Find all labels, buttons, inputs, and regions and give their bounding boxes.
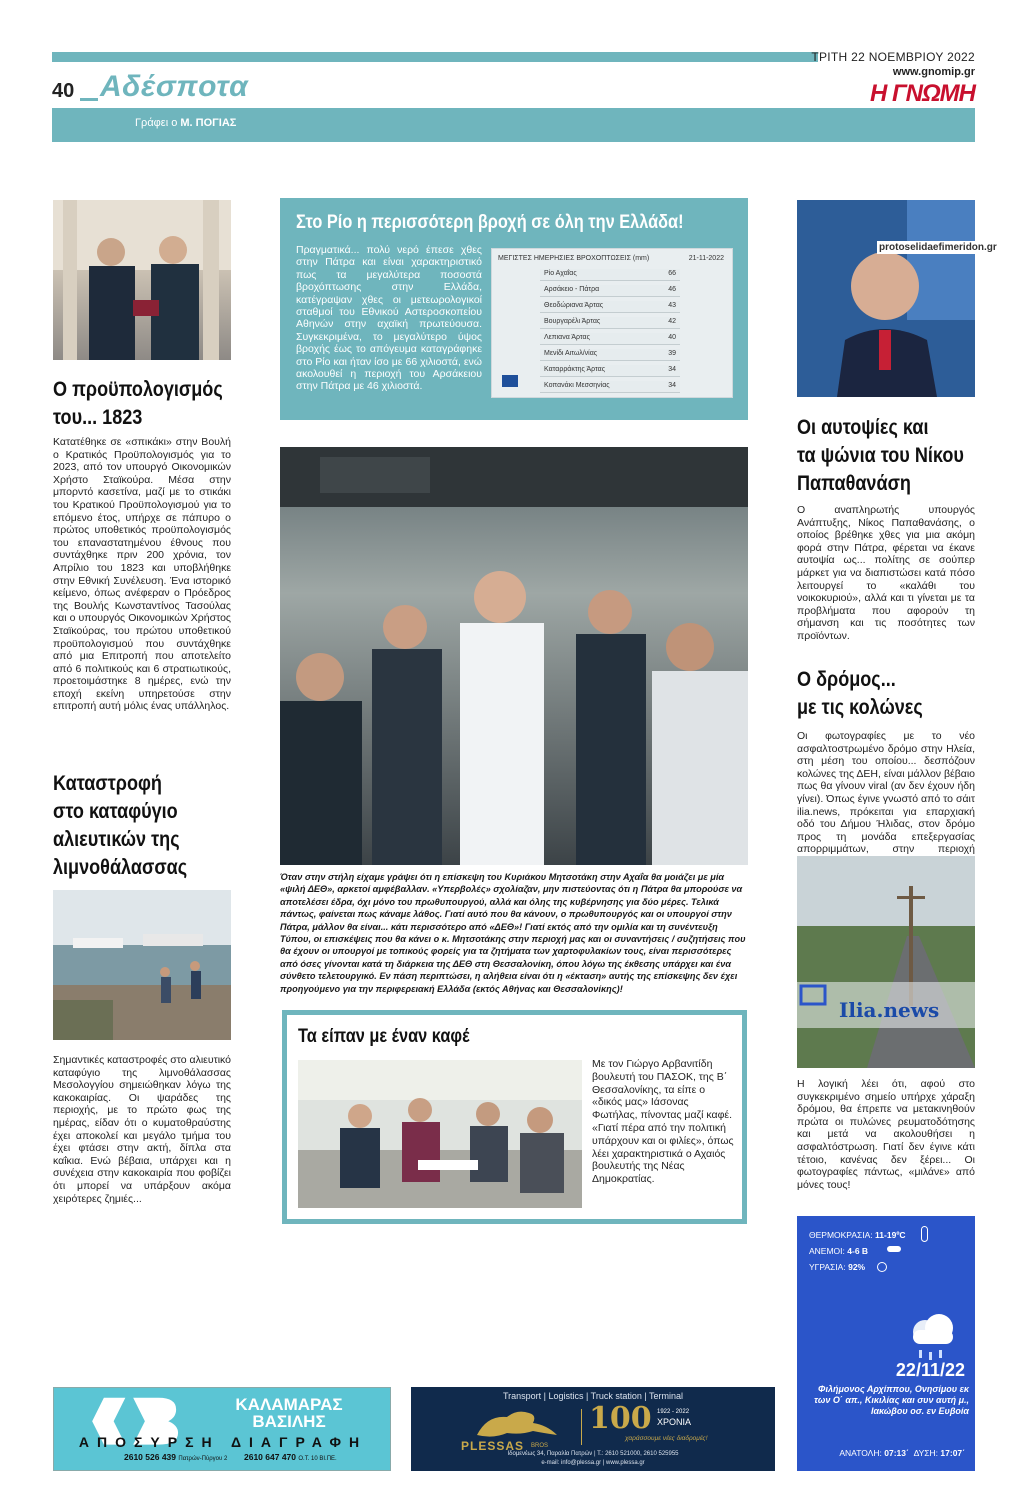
coffee-title: Τα είπαν με έναν καφέ [298, 1026, 470, 1047]
rainfall-row [540, 301, 680, 313]
byline-prefix: Γράφει ο [135, 117, 181, 129]
weather-box [797, 1216, 975, 1471]
papathanasis-photo-illustration [797, 200, 975, 397]
rainfall-station: Θεοδώριανα Άρτας [544, 302, 604, 309]
byline-author: Μ. ΠΟΓΙΑΣ [180, 117, 237, 129]
shelter-headline [53, 770, 225, 882]
thermometer-icon [921, 1226, 928, 1242]
weather-date: 22/11/22 [895, 1360, 965, 1380]
papathanasis-headline-line3: Παπαθανάση [797, 472, 911, 495]
watermark: protoselidaefimeridon.gr [879, 242, 997, 253]
plessas-ad[interactable] [411, 1387, 775, 1471]
papathanasis-photo [797, 200, 975, 397]
rainfall-row [540, 349, 680, 361]
website[interactable]: www.gnomip.gr [892, 66, 975, 78]
road-photo-illustration [797, 856, 975, 1068]
rainfall-station: Μενίδι Αιτωλ/νίας [544, 350, 598, 357]
observatory-logo-icon [502, 375, 518, 387]
wind-icon [887, 1246, 901, 1252]
kalamaras-service [54, 1434, 392, 1450]
weather-humidity-value: 92% [848, 1262, 866, 1272]
weather-wind-label: ΑΝΕΜΟΙ: [809, 1246, 845, 1256]
road-body-2: Η λογική λέει ότι, αφού στο συγκεκριμένο σημείο υπήρχε χάραξη δρόμου, θα έπρεπε να μετακινηθούν πρώτα οι πυλώνες ρευματοδότησης και μετά να ακολουθήσει η ασφαλτόστρωση. Γιατί δεν έγινε κάτι τέτοιο, κανένας δεν ξέρει... Οι φωτογραφίες πάντως, «μιλάνε» από μόνες τους! [797, 1078, 975, 1191]
rainfall-station: Λεπιανα Άρτας [544, 334, 590, 341]
coffee-body: Με τον Γιώργο Αρβανιτίδη βουλευτή του ΠΑΣΟΚ, της Β΄ Θεσσαλονίκης, τα είπε ο «δικός μας» Ιάσονας Φωτήλας, πίνοντας μαζί καφέ. «Γιατί πέρα από την πολιτική υπάρχουν και οι φιλίες», όπως λέει χαρακτηριστικά ο Αχαιός βουλευτής της Νέας Δημοκρατίας. [592, 1058, 734, 1186]
kalamaras-name [214, 1396, 364, 1430]
rainfall-station: Κοπανάκι Μεσσηνίας [544, 382, 610, 389]
weather-humidity-label: ΥΓΡΑΣΙΑ: [809, 1262, 846, 1272]
shelter-photo-illustration [53, 890, 231, 1040]
budget-photo-illustration [53, 200, 231, 360]
rainfall-table-title: ΜΕΓΙΣΤΕΣ ΗΜΕΡΗΣΙΕΣ ΒΡΟΧΟΠΤΩΣΕΙΣ (mm) [498, 255, 650, 262]
coffee-photo-illustration [298, 1060, 582, 1208]
weather-temp-value: 11-19ºC [875, 1230, 906, 1240]
rainfall-row [540, 285, 680, 297]
sunrise-label: ΑΝΑΤΟΛΗ: [839, 1448, 882, 1458]
kalamaras-name-line2: ΒΑΣΙΛΗΣ [252, 1412, 326, 1431]
rainfall-station: Καταρράκτης Άρτας [544, 366, 606, 373]
road-headline-line1: Ο δρόμος... [797, 668, 896, 691]
rainfall-row [540, 365, 680, 377]
sunset-label: ΔΥΣΗ: [913, 1448, 939, 1458]
kalamaras-name-line1: ΚΑΛΑΜΑΡΑΣ [235, 1395, 343, 1414]
plessas-slogan: χαράσσουμε νέες διαδρομές! [625, 1435, 708, 1442]
kalamaras-phone-1-note: Πατρών-Πύργου 2 [178, 1456, 228, 1462]
kalamaras-service-line2: ΔΙΑΓΡΑΦΗ [230, 1434, 368, 1450]
rainfall-table [491, 248, 733, 398]
kalamaras-phone-2-number[interactable]: 2610 647 470 [244, 1452, 296, 1462]
weather-saints: Φιλήμονος Αρχίππου, Ονησίμου εκ των Ο΄ απ., Κικιλίας και συν αυτή μ., Ιακώβου οσ. εν Ευβοία [814, 1384, 969, 1416]
rain-title: Στο Ρίο η περισσότερη βροχή σε όλη την Ελλάδα! [296, 212, 684, 233]
coffee-photo [298, 1060, 582, 1208]
weather-temp [809, 1230, 906, 1240]
rainfall-value: 66 [668, 270, 676, 277]
kalamaras-phone-1-number[interactable]: 2610 526 439 [124, 1452, 176, 1462]
budget-headline [53, 376, 225, 432]
shelter-body: Σημαντικές καταστροφές στο αλιευτικό καταφύγιο της λιμνοθάλασσας Μεσολογγίου σημειώθηκαν λόγω της κακοκαιρίας. Οι ψαράδες της περιοχής, με το πρώτο φως της ημέρας, είδαν ότι ο κυματοθραύστης έχει αποκολεί και μεγάλο τμήμα του έχει φτάσει στην ακτή, δίπλα στα καΐκια. Ενώ βέβαια, υπάρχει και η συνέχεια στην κακοκαιρία που φοβίζει ότι μπορεί να υπάρξουν ακόμα χειρότερες ζημιές... [53, 1054, 232, 1205]
papathanasis-headline-line2: τα ψώνια του Νίκου [797, 444, 964, 467]
pm-visit-photo-illustration [280, 447, 748, 865]
plessas-brand-sub: BROS [531, 1443, 549, 1449]
budget-headline-line2: του... 1823 [53, 406, 143, 429]
page-number: 40 [52, 80, 75, 102]
rainfall-value: 46 [668, 286, 676, 293]
plessas-contact[interactable]: e-mail: info@plessa.gr | www.plessa.gr [541, 1460, 645, 1466]
plessas-tagline: Transport | Logistics | Truck station | Terminal [502, 1391, 684, 1401]
papathanasis-headline-line1: Οι αυτοψίες και [797, 416, 929, 439]
pm-visit-photo [280, 447, 748, 865]
papathanasis-headline [797, 414, 969, 498]
shelter-headline-line3: αλιευτικών της [53, 828, 180, 851]
plessas-address: Ιδομενέως 34, Παραλία Πατρών | Τ.: 2610 521000, 2610 525955 [507, 1451, 679, 1457]
kalamaras-phone-1[interactable] [124, 1452, 227, 1462]
weather-humidity [809, 1262, 865, 1272]
byline [135, 117, 236, 129]
budget-photo [53, 200, 231, 360]
shelter-headline-line4: λιμνοθάλασσας [53, 856, 188, 879]
ilia-news-label: Ilia.news [839, 998, 940, 1022]
pm-visit-caption: Όταν στην στήλη είχαμε γράψει ότι η επίσκεψη του Κυριάκου Μητσοτάκη στην Αχαΐα θα μοιάζει με μία «ψιλή ΔΕΘ», αρκετοί αμφέβαλλαν. «Υπερβολές» σχολίαζαν, μην πιστεύοντας ότι η Πάτρα θα μπορούσε να αποτελέσει έδρα, όχι μόνο του πρωθυπουργού, αλλά και όλης της κυβέρνησης για δύο μέρες. Τελικά πάντως, φαίνεται πως κάναμε λάθος. Γιατί αυτό που θα κάνουν, ο πρωθυπουργός και οι υπουργοί στην Πάτρα, μάλλον θα είναι... κάτι περισσότερο από «ΔΕΘ»! Γιατί εκτός από την ομιλία και τη συνέντευξη Τύπου, οι επισκέψεις που θα κάνει ο κ. Μητσοτάκης στην περιοχή μας και οι συναντήσεις / συζητήσεις που θα έχουν οι υπουργοί με τοπικούς φορείς για τα ζητήματα των χαρτοφυλακίων τους, είναι περισσότερες από όσες γίνονται κατά τη διάρκεια της ΔΕΘ στη Θεσσαλονίκη, όπου λόγω της έκθεσης υπάρχει και ένα σύνθετο τελετουργικό. Εν πάση περιπτώσει, η αλήθεια είναι ότι η «έκταση» αυτής της επίσκεψης δεν έχει προηγούμενο για την περιφερειακή Ελλάδα (εκτός Αθήνας και Θεσσαλονίκης)! [280, 872, 746, 994]
budget-body: Κατατέθηκε σε «σπικάκι» στην Βουλή ο Κρατικός Προϋπολογισμός για το 2023, από τον υπουργό Οικονομικών Χρήστο Σταϊκούρα. Μέσα στην μπορντό κασετίνα, μαζί με το στικάκι του Κρατικού Προϋπολογισμού για το επόμενο έτος, υπήρχε σε πάπυρο ο πρώτος υποθετικός προϋπολογισμός του επαναστατημένου έθνους που συντάχθηκε πριν 200 χρόνια, τον Απρίλιο του 1823 και υποβλήθηκε στην Εθνική Συνέλευση. Ένα ιστορικό κείμενο, όπως ανέφεραν ο Πρόεδρος της Βουλής Κωνσταντίνος Τασούλας και ο υπουργός Οικονομικών Χρήστος Σταϊκούρας, του πρώτου υποθετικού προϋπολογισμού που συντάχθηκε από μια Επιτροπή που αποτελείτο από 6 πολιτικούς και 6 στρατιωτικούς, προετοιμάστηκε 8 ημέρες, ενώ την εποχή εκείνη υπηρετούσε στην επιτροπή αυτή μόλις ένας υπάλληλος. [53, 436, 231, 713]
plessas-divider [581, 1409, 582, 1445]
budget-headline-line1: Ο προϋπολογισμός [53, 378, 223, 401]
kalamaras-ad[interactable] [53, 1387, 391, 1471]
humidity-icon [877, 1262, 887, 1272]
shelter-headline-line2: στο καταφύγιο [53, 800, 178, 823]
rainfall-value: 34 [668, 382, 676, 389]
rainfall-value: 42 [668, 318, 676, 325]
shelter-photo [53, 890, 231, 1040]
plessas-100: 100 [589, 1401, 652, 1436]
sunrise-value: 07:13΄ [884, 1448, 909, 1458]
rainfall-row [540, 333, 680, 345]
plessas-brand: PLESSAS [461, 1439, 525, 1453]
rainfall-row [540, 269, 680, 281]
kalamaras-phone-2-note: Ο.Τ. 10 ΒΙ.ΠΕ. [298, 1456, 337, 1462]
section-dash [80, 98, 98, 101]
road-body: Οι φωτογραφίες με το νέο ασφαλτοστρωμένο δρόμο στην Ηλεία, στη μέση του οποίου... δεσπόζουν κολώνες της ΔΕΗ, είναι μάλλον βέβαιο πως θα γίνουν viral (αν δεν έχουν ήδη γίνει). Όπως έγινε γνωστό από το σάιτ ilia.news, πρόκειται για επαρχιακή οδό του Δήμου Ήλιδας, στον δρόμο προς τη μονάδα επεξεργασίας απορριμμάτων, στην περιοχή [797, 730, 975, 856]
rainfall-station: Βουργαρέλι Άρτας [544, 318, 601, 325]
plessas-years: 1922 - 2022 [657, 1409, 690, 1415]
papathanasis-body: Ο αναπληρωτής υπουργός Ανάπτυξης, Νίκος Παπαθανάσης, ο οποίος βρέθηκε χθες για μια ακόμη φορά στην Πάτρα, φέρεται να έκανε αυτοψία ως... πολίτης σε σούπερ μάρκετ για να διαπιστώσει κατά πόσο λειτουργεί το «καλάθι του νοικοκυριού», αλλά και τι γίνεται με τα προβλήματα που αφορούν τη σήμανση και τις ποσότητες των προϊόντων. [797, 504, 975, 642]
weather-sun-times [839, 1448, 965, 1458]
rain-body: Πραγματικά... πολύ νερό έπεσε χθες στην Πάτρα και είναι χαρακτηριστικό πως τα μεγαλύτερα ποσοστά βροχόπτωσης στην Ελλάδα, κατέγραψαν χθες οι μετεωρολογικοί σταθμοί του Εθνικού Αστεροσκοπείου Αθηνών στην αχαϊκή πρωτεύουσα. Συγκεκριμένα, το μεγαλύτερο ύψος βροχής έως το απόγευμα καταγράφηκε στο Ρίο και ήταν ίσο με 66 χιλιοστά, ενώ ακολουθεί η περιοχή του Αρσάκειου στην Πάτρα με 46 χιλιοστά. [296, 244, 482, 393]
section-title: Αδέσποτα [100, 70, 249, 103]
rainfall-value: 40 [668, 334, 676, 341]
rainfall-station: Αρσάκειο - Πάτρα [544, 286, 600, 293]
weather-temp-label: ΘΕΡΜΟΚΡΑΣΙΑ: [809, 1230, 873, 1240]
road-photo [797, 856, 975, 1068]
rainfall-value: 34 [668, 366, 676, 373]
rainfall-value: 43 [668, 302, 676, 309]
rainfall-row [540, 317, 680, 329]
kalamaras-phone-2[interactable] [244, 1452, 337, 1462]
masthead-logo: Η ΓΝΩΜΗ [869, 80, 975, 107]
rainfall-station: Ρίο Αχαΐας [544, 270, 577, 277]
issue-date: ΤΡΙΤΗ 22 ΝΟΕΜΒΡΙΟΥ 2022 [811, 50, 975, 64]
weather-wind [809, 1246, 868, 1256]
rainfall-table-date: 21-11-2022 [688, 255, 724, 262]
rainfall-row [540, 381, 680, 393]
weather-wind-value: 4-6 Β [847, 1246, 869, 1256]
plessas-years-label: ΧΡΟΝΙΑ [657, 1417, 692, 1427]
rainfall-value: 39 [668, 350, 676, 357]
shelter-headline-line1: Καταστροφή [53, 772, 162, 795]
road-headline [797, 666, 969, 722]
sunset-value: 17:07΄ [940, 1448, 965, 1458]
road-headline-line2: με τις κολώνες [797, 696, 923, 719]
kalamaras-service-line1: ΑΠΟΣΥΡΣΗ [78, 1434, 220, 1450]
header-top-bar [52, 52, 818, 62]
